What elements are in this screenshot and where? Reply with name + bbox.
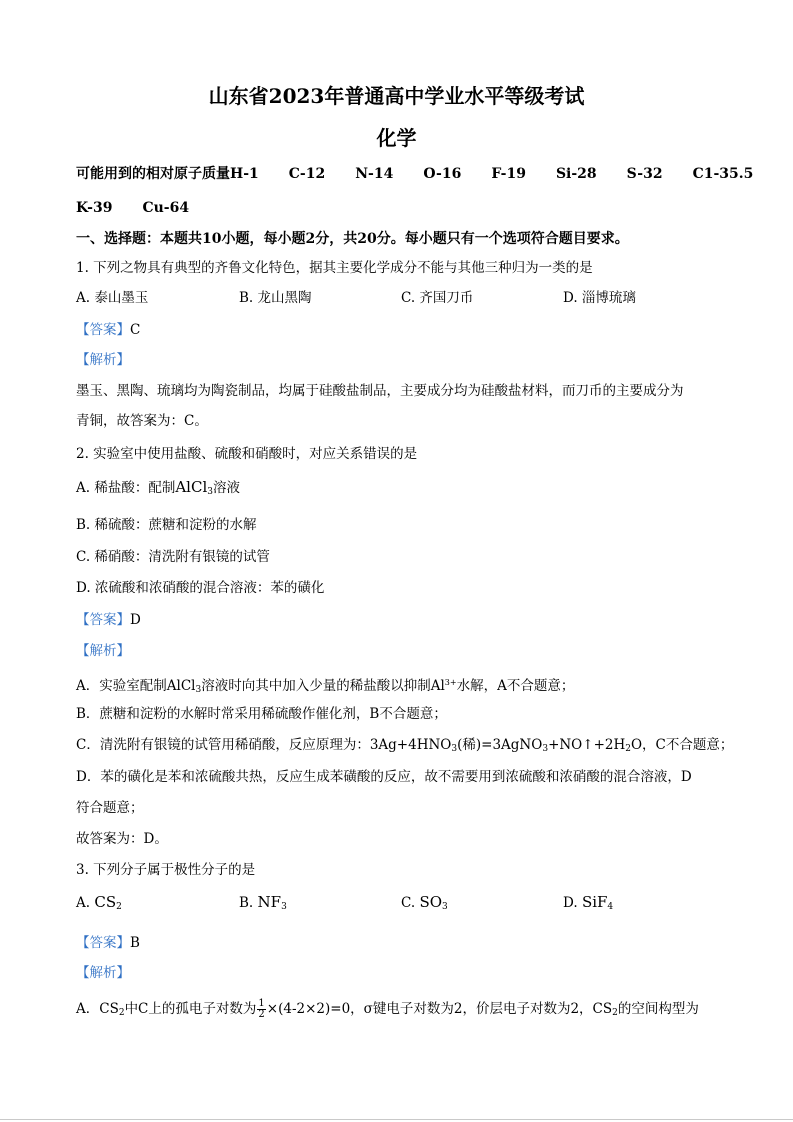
- atomic-mass: F-19: [491, 166, 526, 182]
- q2-analysis-c: C．清洗附有银镜的试管用稀硝酸，反应原理为：$3Ag+4HNO_3$(稀)$=3AgNO_3+NO↑+2H_2O$，C不合题意；: [76, 737, 734, 754]
- page-title: 山东省2023年普通高中学业水平等级考试: [208, 84, 585, 108]
- q3-option-a: A. $CS_2$: [76, 893, 122, 912]
- q1-analysis-label: 【解析】: [76, 352, 130, 368]
- answer-value: D: [130, 612, 141, 628]
- answer-value: B: [130, 935, 140, 951]
- answer-label: 【答案】: [76, 935, 130, 951]
- q3-analysis-label: 【解析】: [76, 965, 130, 981]
- q1-option-c: C. 齐国刀币: [401, 290, 474, 306]
- section-heading: 一、选择题：本题共10小题，每小题2分，共20分。每小题只有一个选项符合题目要求。: [76, 231, 629, 247]
- q1-analysis-line2: 青铜，故答案为：C。: [76, 413, 208, 429]
- q1-answer: [76, 320, 140, 340]
- q1-option-a: A. 泰山墨玉: [76, 290, 149, 306]
- q1-option-b: B. 龙山黑陶: [239, 290, 312, 306]
- page-bottom-rule: [0, 1119, 793, 1120]
- atomic-mass: C1-35.5: [692, 166, 754, 182]
- q2-analysis-a: A．实验室配制AlCl$_3$溶液时向其中加入少量的稀盐酸以抑制$Al^{3+}$水解，A不合题意；: [76, 678, 575, 695]
- atomic-mass: S-32: [626, 166, 663, 182]
- atomic-mass: C-12: [288, 166, 326, 182]
- q2-analysis-d1: D．苯的磺化是苯和浓硫酸共热，反应生成苯磺酸的反应，故不需要用到浓硫酸和浓硝酸的混合溶液，D: [76, 769, 692, 785]
- atomic-mass: Si-28: [555, 166, 597, 182]
- answer-label: 【答案】: [76, 322, 130, 338]
- atomic-mass: H-1: [230, 166, 259, 182]
- atomic-mass: Cu-64: [142, 200, 190, 216]
- q2-analysis-b: B．蔗糖和淀粉的水解时常采用稀硫酸作催化剂，B不合题意；: [76, 706, 447, 722]
- atomic-mass: O-16: [423, 166, 462, 182]
- q2-option-d: D. 浓硫酸和浓硝酸的混合溶液：苯的磺化: [76, 580, 325, 596]
- atomic-prefix: 可能用到的相对原子质量: [76, 166, 230, 182]
- q2-stem: 2. 实验室中使用盐酸、硫酸和硝酸时，对应关系错误的是: [76, 446, 418, 462]
- q3-answer: [76, 933, 140, 953]
- q2-analysis-label: 【解析】: [76, 643, 130, 659]
- q2-analysis-d2: 符合题意；: [76, 800, 144, 816]
- q3-option-d: D. SiF$_4$: [563, 893, 614, 912]
- q3-stem: 3. 下列分子属于极性分子的是: [76, 862, 256, 878]
- q1-option-d: D. 淄博琉璃: [563, 290, 636, 306]
- fraction: $\frac{1}{2}$: [258, 998, 265, 1020]
- q2-answer: [76, 610, 141, 630]
- q2-option-c: C. 稀硝酸：清洗附有银镜的试管: [76, 549, 270, 565]
- answer-value: C: [130, 322, 141, 338]
- atomic-masses-row1: [76, 164, 753, 184]
- q3-option-b: B. $NF_3$: [239, 893, 287, 912]
- subject-title: 化学: [376, 126, 417, 150]
- atomic-mass: N-14: [355, 166, 394, 182]
- q3-analysis-a: A．$CS_2$中C上的孤电子对数为 $\frac{1}{2}$ ×(4-2×2)=0，σ键电子对数为2，价层电子对数为2，$CS_2$的空间构型为: [76, 998, 699, 1020]
- atomic-mass: K-39: [76, 200, 113, 216]
- q1-analysis-line1: 墨玉、黑陶、琉璃均为陶瓷制品，均属于硅酸盐制品，主要成分均为硅酸盐材料，而刀币的主要成分为: [76, 383, 684, 399]
- q3-option-c: C. $SO_3$: [401, 893, 448, 912]
- q1-stem: 1. 下列之物具有典型的齐鲁文化特色，据其主要化学成分不能与其他三种归为一类的是: [76, 260, 593, 276]
- q2-option-b: B. 稀硫酸：蔗糖和淀粉的水解: [76, 517, 257, 533]
- q2-conclusion: 故答案为：D。: [76, 831, 168, 847]
- q2-option-a: A. 稀盐酸：配制AlCl$_3$溶液: [76, 478, 240, 497]
- atomic-masses-row2: [76, 198, 219, 218]
- answer-label: 【答案】: [76, 612, 130, 628]
